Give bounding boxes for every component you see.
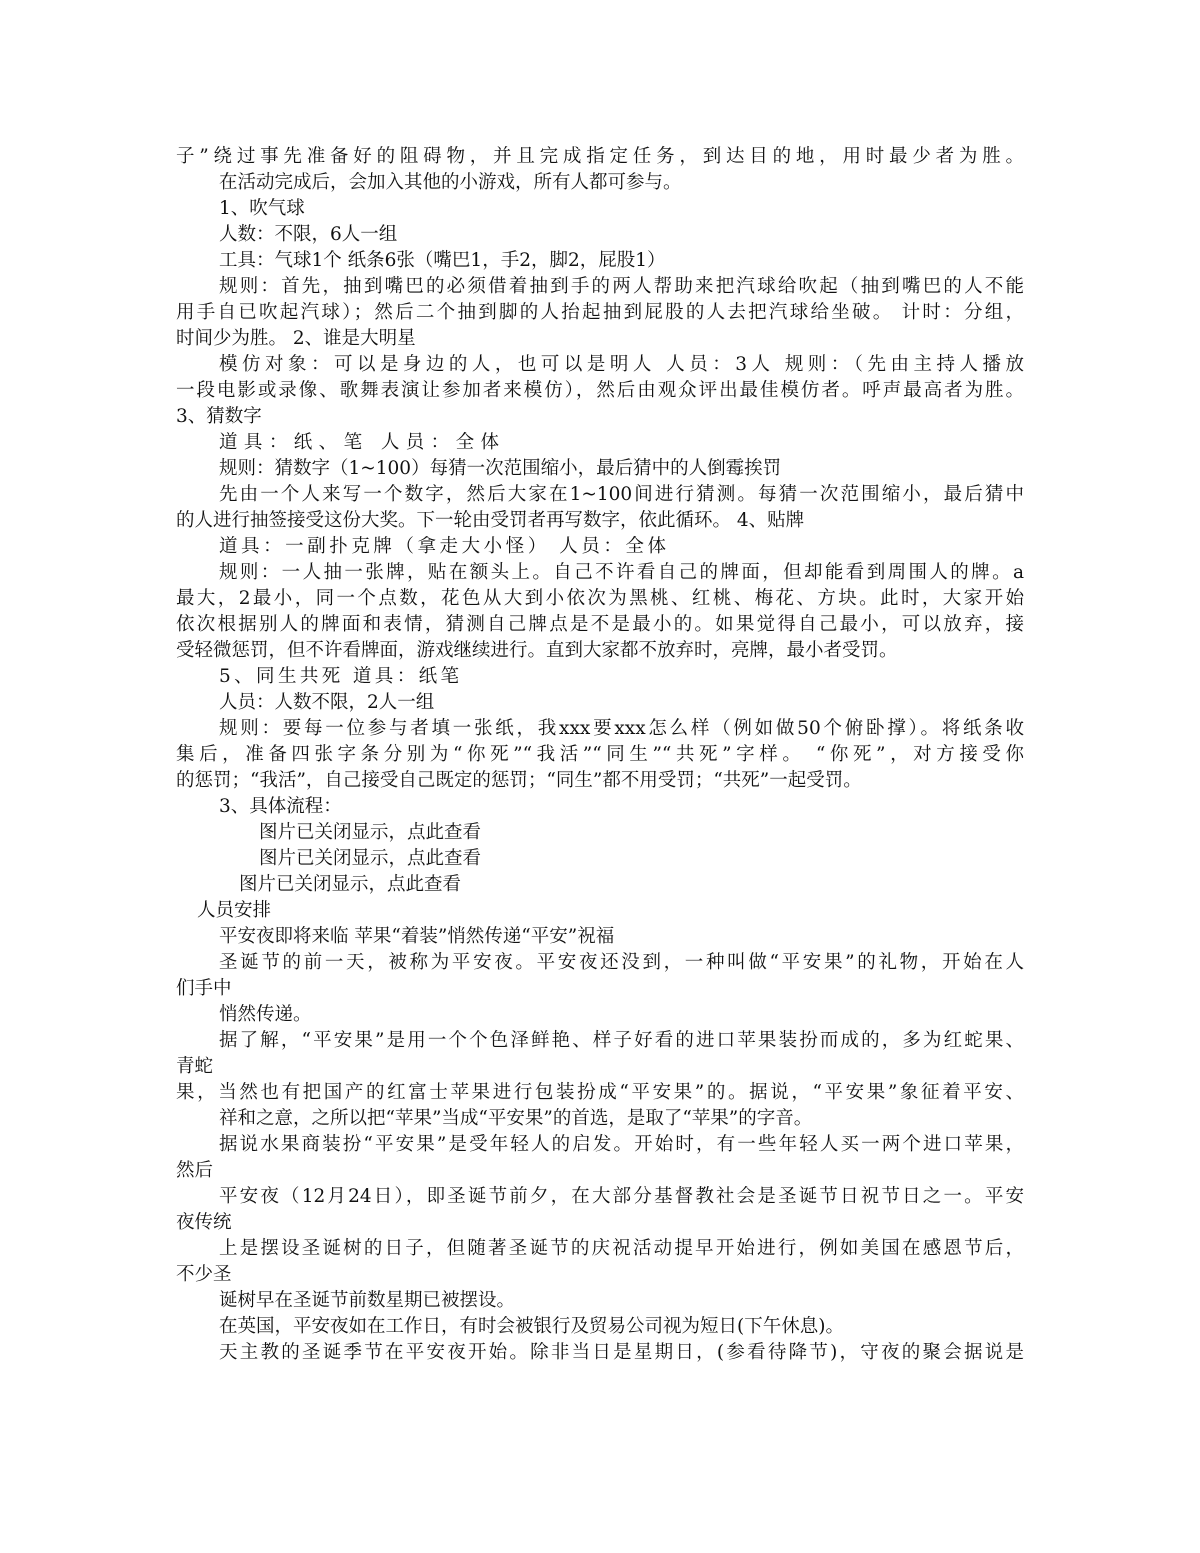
text-line: 受轻微惩罚，但不许看牌面，游戏继续进行。直到大家都不放弃时，亮牌，最小者受罚。 xyxy=(176,640,898,661)
text-line: 时间少为胜。 2、谁是大明星 xyxy=(176,328,416,349)
text-line: 规则：一人抽一张牌，贴在额头上。自己不许看自己的牌面，但却能看到周围人的牌。a xyxy=(219,562,1024,583)
text-line: 道具：一副扑克牌（拿走大小怪） 人员：全体 xyxy=(219,536,666,557)
image-placeholder-link[interactable]: 图片已关闭显示，点此查看 xyxy=(239,874,462,895)
text-line: 的惩罚；“我活”，自己接受自己既定的惩罚；“同生”都不用受罚；“共死”一起受罚。 xyxy=(176,770,862,791)
text-line: 的人进行抽签接受这份大奖。下一轮由受罚者再写数字，依此循环。 4、贴牌 xyxy=(176,510,805,531)
text-line: 诞树早在圣诞节前数星期已被摆设。 xyxy=(219,1290,516,1311)
text-line: 规则：首先，抽到嘴巴的必须借着抽到手的两人帮助来把汽球给吹起（抽到嘴巴的人不能 xyxy=(219,276,1024,297)
text-line: 据了解，“平安果”是用一个个色泽鲜艳、样子好看的进口苹果装扮而成的，多为红蛇果、 xyxy=(219,1030,1024,1051)
text-line: 1、吹气球 xyxy=(219,198,305,219)
text-line: 一段电影或录像、歌舞表演让参加者来模仿），然后由观众评出最佳模仿者。呼声最高者为胜。 xyxy=(176,380,1024,401)
text-line: 据说水果商装扮“平安果”是受年轻人的启发。开始时，有一些年轻人买一两个进口苹果， xyxy=(219,1134,1024,1155)
text-line: 人员：人数不限，2人一组 xyxy=(219,692,435,713)
text-line: 天主教的圣诞季节在平安夜开始。除非当日是星期日，(参看待降节)，守夜的聚会据说是 xyxy=(219,1342,1024,1363)
text-line: 青蛇 xyxy=(176,1056,214,1077)
text-line: 工具：气球1个 纸条6张（嘴巴1，手2，脚2，屁股1） xyxy=(219,250,666,271)
image-placeholder-link[interactable]: 图片已关闭显示，点此查看 xyxy=(259,848,482,869)
text-line: 在活动完成后，会加入其他的小游戏，所有人都可参与。 xyxy=(219,172,682,193)
text-line: 不少圣 xyxy=(176,1264,232,1285)
text-line: 然后 xyxy=(176,1160,214,1181)
text-line: 规则：猜数字（1~100）每猜一次范围缩小，最后猜中的人倒霉挨罚 xyxy=(219,458,782,479)
image-placeholder-link[interactable]: 图片已关闭显示，点此查看 xyxy=(259,822,482,843)
text-line: 子”绕过事先准备好的阻碍物，并且完成指定任务，到达目的地，用时最少者为胜。 xyxy=(176,146,1024,167)
text-line: 在英国，平安夜如在工作日，有时会被银行及贸易公司视为短日(下午休息)。 xyxy=(219,1316,844,1337)
text-line: 先由一个人来写一个数字，然后大家在1~100间进行猜测。每猜一次范围缩小，最后猜中 xyxy=(219,484,1024,505)
text-line: 5、同生共死 道具：纸笔 xyxy=(219,666,459,687)
text-line: 3、猜数字 xyxy=(176,406,262,427)
text-line: 规则：要每一位参与者填一张纸，我xxx要xxx怎么样（例如做50个俯卧撑）。将纸条收 xyxy=(219,718,1024,739)
text-line: 上是摆设圣诞树的日子，但随著圣诞节的庆祝活动提早开始进行，例如美国在感恩节后， xyxy=(219,1238,1024,1259)
text-line: 平安夜即将来临 苹果“着装”悄然传递“平安”祝福 xyxy=(219,926,615,947)
text-line: 集后，准备四张字条分别为“你死”“我活”“同生”“共死”字样。 “你死”，对方接受你 xyxy=(176,744,1024,765)
text-line: 果，当然也有把国产的红富士苹果进行包装扮成“平安果”的。据说，“平安果”象征着平安、 xyxy=(176,1082,1024,1103)
text-line: 依次根据别人的牌面和表情，猜测自己牌点是不是最小的。如果觉得自己最小，可以放弃，接 xyxy=(176,614,1024,635)
text-line: 3、具体流程： xyxy=(219,796,342,817)
text-line: 模仿对象：可以是身边的人，也可以是明人 人员：3人 规则：（先由主持人播放 xyxy=(219,354,1024,375)
text-line: 用手自已吹起汽球）；然后二个抽到脚的人抬起抽到屁股的人去把汽球给坐破。 计时：分组， xyxy=(176,302,1024,323)
text-line: 们手中 xyxy=(176,978,232,999)
text-line: 最大，2最小，同一个点数，花色从大到小依次为黑桃、红桃、梅花、方块。此时，大家开始 xyxy=(176,588,1024,609)
text-line: 祥和之意，之所以把“苹果”当成“平安果”的首选，是取了“苹果”的字音。 xyxy=(219,1108,813,1129)
text-line: 平安夜（12月24日），即圣诞节前夕，在大部分基督教社会是圣诞节日祝节日之一。平安 xyxy=(219,1186,1024,1207)
text-line: 圣诞节的前一天，被称为平安夜。平安夜还没到，一种叫做“平安果”的礼物，开始在人 xyxy=(219,952,1024,973)
section-heading: 人员安排 xyxy=(197,900,272,921)
text-line: 悄然传递。 xyxy=(219,1004,312,1025)
text-line: 夜传统 xyxy=(176,1212,232,1233)
text-line: 人数：不限，6人一组 xyxy=(219,224,398,245)
text-line: 道具：纸、笔 人员：全体 xyxy=(219,432,499,453)
